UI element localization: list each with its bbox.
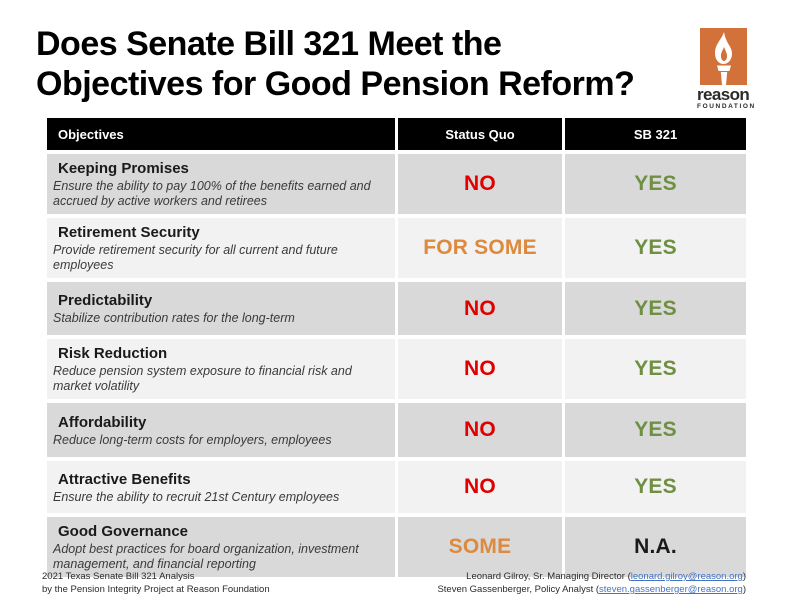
footer-contacts [437, 570, 746, 596]
status-quo-value: NO [398, 282, 562, 335]
sb321-value: YES [565, 154, 746, 214]
objective-cell [47, 517, 395, 577]
objective-title: Retirement Security [58, 224, 200, 241]
contact-name-title: Leonard Gilroy, Sr. Managing Director ( [466, 571, 631, 582]
sb321-value: YES [565, 461, 746, 513]
objective-title: Predictability [58, 292, 153, 309]
contact-email-link[interactable]: steven.gassenberger@reason.org [599, 584, 743, 595]
objective-cell [47, 154, 395, 214]
contact-suffix: ) [742, 584, 746, 595]
objective-cell [47, 403, 395, 457]
objectives-table [47, 118, 746, 577]
status-quo-value: SOME [398, 517, 562, 577]
table-header-row [47, 118, 746, 150]
contact-line [437, 583, 746, 596]
footer-analysis-line: 2021 Texas Senate Bill 321 Analysis [42, 571, 195, 582]
contact-email-link[interactable]: leonard.gilroy@reason.org [630, 571, 743, 582]
objective-description: Adopt best practices for board organization, investment management, and financial reporting [53, 542, 359, 571]
objective-cell [47, 339, 395, 399]
status-quo-value: FOR SOME [398, 218, 562, 278]
objective-cell [47, 282, 395, 335]
torch-icon [700, 28, 747, 85]
page-title-line2: Objectives for Good Pension Reform? [36, 65, 635, 103]
footer-project-line: by the Pension Integrity Project at Reason Foundation [42, 584, 270, 595]
table-row [47, 461, 746, 513]
contact-line [437, 570, 746, 583]
objective-description: Ensure the ability to recruit 21st Century employees [53, 489, 340, 504]
sb321-value: YES [565, 339, 746, 399]
objective-description: Ensure the ability to pay 100% of the benefits earned and accrued by active workers and retirees [53, 179, 371, 208]
objective-title: Risk Reduction [58, 345, 168, 362]
status-quo-value: NO [398, 403, 562, 457]
sb321-value: YES [565, 218, 746, 278]
objective-title: Good Governance [58, 523, 189, 540]
column-header-status-quo: Status Quo [398, 118, 562, 150]
reason-foundation-logo [697, 28, 756, 111]
objective-description: Reduce pension system exposure to financial risk and market volatility [53, 364, 352, 393]
table-row [47, 517, 746, 577]
objective-description: Provide retirement security for all current and future employees [53, 243, 338, 272]
status-quo-value: NO [398, 339, 562, 399]
objective-cell [47, 218, 395, 278]
column-header-objectives: Objectives [47, 118, 395, 150]
table-row [47, 403, 746, 457]
column-header-sb321: SB 321 [565, 118, 746, 150]
logo-wordmark: reason [697, 85, 750, 104]
footer-attribution [42, 570, 270, 596]
contact-name-title: Steven Gassenberger, Policy Analyst ( [437, 584, 600, 595]
objective-title: Affordability [58, 413, 147, 431]
objective-title: Keeping Promises [58, 160, 189, 177]
sb321-value: N.A. [565, 517, 746, 577]
table-row [47, 282, 746, 335]
logo-subtitle: FOUNDATION [697, 103, 756, 110]
objective-title: Attractive Benefits [58, 470, 191, 488]
page-title [36, 24, 706, 104]
sb321-value: YES [565, 403, 746, 457]
sb321-value: YES [565, 282, 746, 335]
contact-suffix: ) [742, 571, 746, 582]
table-row [47, 339, 746, 399]
table-row [47, 218, 746, 278]
objective-description: Reduce long-term costs for employers, employees [53, 432, 332, 447]
status-quo-value: NO [398, 461, 562, 513]
page-title-line1: Does Senate Bill 321 Meet the [36, 25, 502, 63]
objective-cell [47, 461, 395, 513]
status-quo-value: NO [398, 154, 562, 214]
table-row [47, 154, 746, 214]
objective-description: Stabilize contribution rates for the long-term [53, 311, 295, 325]
